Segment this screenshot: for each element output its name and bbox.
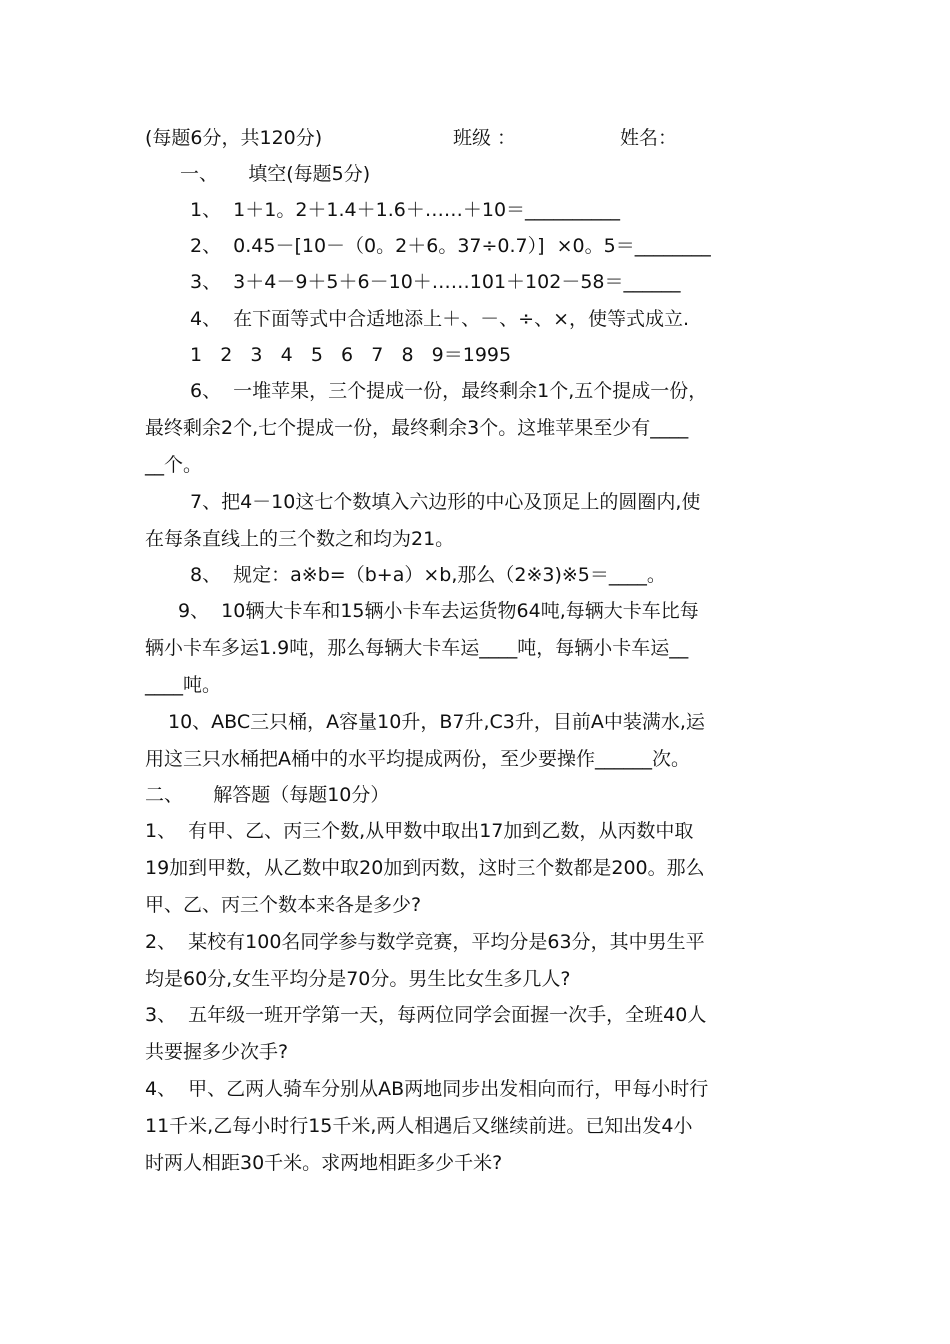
problem-4-line-2: 11千米,乙每小时行15千米,两人相遇后又继续前进。已知出发4小 xyxy=(145,1115,693,1137)
problem-2-line-1: 2、 某校有100名同学参与数学竞赛，平均分是63分，其中男生平 xyxy=(145,931,705,953)
question-6-line-3: __个。 xyxy=(145,454,203,476)
question-4-expression: 1 2 3 4 5 6 7 8 9＝1995 xyxy=(190,344,512,366)
question-9-line-3: ____吨。 xyxy=(145,674,222,696)
question-10-line-1: 10、ABC三只桶，A容量10升，B7升,C3升，目前A中装满水,运 xyxy=(168,711,705,733)
question-7-line-2: 在每条直线上的三个数之和均为21。 xyxy=(145,528,455,550)
problem-1-line-2: 19加到甲数，从乙数中取20加到丙数，这时三个数都是200。那么 xyxy=(145,857,705,879)
question-4: 4、 在下面等式中合适地添上＋、－、÷、×，使等式成立. xyxy=(190,308,690,330)
question-3: 3、 3＋4－9＋5＋6－10＋……101＋102－58＝______ xyxy=(190,271,681,293)
question-6-line-2: 最终剩余2个,七个提成一份，最终剩余3个。这堆苹果至少有____ xyxy=(145,417,689,439)
class-label: 班级 ： xyxy=(453,127,517,149)
question-9-line-2: 辆小卡车多运1.9吨，那么每辆大卡车运____吨，每辆小卡车运__ xyxy=(145,637,689,659)
problem-1-line-1: 1、 有甲、乙、丙三个数,从甲数中取出17加到乙数，从丙数中取 xyxy=(145,820,694,842)
question-1: 1、 1＋1。2＋1.4＋1.6＋……＋10＝__________ xyxy=(190,199,621,221)
problem-1-line-3: 甲、乙、丙三个数本来各是多少? xyxy=(145,894,422,916)
score-note: (每题6分，共120分) xyxy=(145,127,323,149)
problem-4-line-1: 4、 甲、乙两人骑车分别从AB两地同步出发相向而行，甲每小时行 xyxy=(145,1078,709,1100)
question-7-line-1: 7、把4－10这七个数填入六边形的中心及顶足上的圆圈内,使 xyxy=(190,491,701,513)
section1-title: 一、 填空(每题5分) xyxy=(180,163,371,185)
question-6-line-1: 6、 一堆苹果，三个提成一份，最终剩余1个,五个提成一份， xyxy=(190,380,708,402)
problem-3-line-2: 共要握多少次手? xyxy=(145,1041,289,1063)
problem-3-line-1: 3、 五年级一班开学第一天，每两位同学会面握一次手，全班40人 xyxy=(145,1004,707,1026)
question-2: 2、 0.45－[10－（0。2＋6。37÷0.7）] ×0。5＝________ xyxy=(190,235,711,257)
problem-2-line-2: 均是60分,女生平均分是70分。男生比女生多几人? xyxy=(145,968,571,990)
name-label: 姓名： xyxy=(620,127,678,149)
question-9-line-1: 9、 10辆大卡车和15辆小卡车去运货物64吨,每辆大卡车比每 xyxy=(178,600,699,622)
question-10-line-2: 用这三只水桶把A桶中的水平均提成两份，至少要操作______次。 xyxy=(145,748,690,770)
section2-title: 二、 解答题（每题10分） xyxy=(145,784,390,806)
problem-4-line-3: 时两人相距30千米。求两地相距多少千米? xyxy=(145,1152,503,1174)
question-8: 8、 规定：a※b=（b+a）×b,那么（2※3)※5＝____。 xyxy=(190,564,666,586)
